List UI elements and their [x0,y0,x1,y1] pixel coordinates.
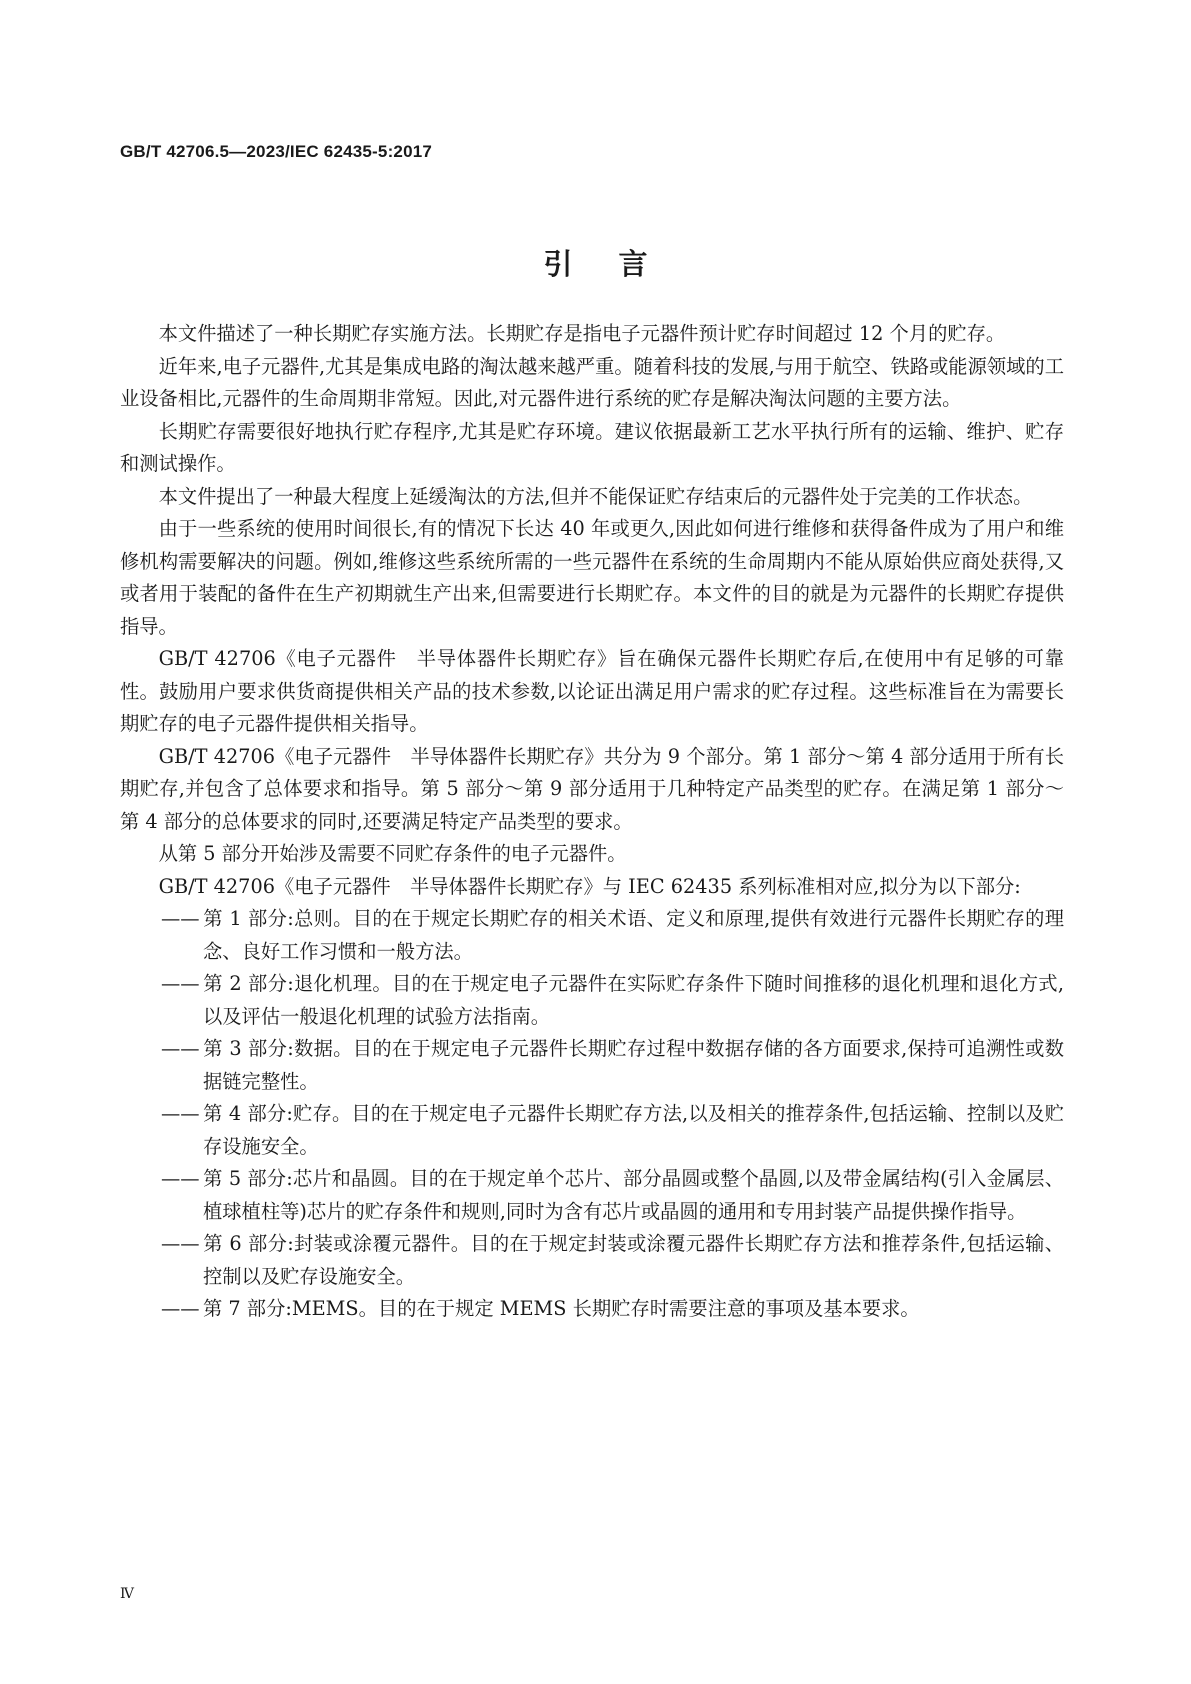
list-item [120,1293,1064,1326]
page-title: 引言 [543,247,694,281]
paragraph: 长期贮存需要很好地执行贮存程序,尤其是贮存环境。建议依据最新工艺水平执行所有的运输、维护、贮存和测试操作。 [120,419,1064,475]
paragraph: GB/T 42706《电子元器件 半导体器件长期贮存》与 IEC 62435 系列标准相对应,拟分为以下部分: [158,874,1021,898]
paragraph: GB/T 42706《电子元器件 半导体器件长期贮存》旨在确保元器件长期贮存后,在使用中有足够的可靠性。鼓励用户要求供货商提供相关产品的技术参数,以论证出满足用户需求的贮存过程。这些标准旨在为需要长期贮存的电子元器件提供相关指导。 [120,647,1064,735]
list-item [120,1098,1064,1163]
document-body [120,318,1064,1326]
paragraph: 近年来,电子元器件,尤其是集成电路的淘汰越来越严重。随着科技的发展,与用于航空、铁路或能源领域的工业设备相比,元器件的生命周期非常短。因此,对元器件进行系统的贮存是解决淘汰问题的主要方法。 [120,354,1064,410]
list-item-text: 第 1 部分:总则。目的在于规定长期贮存的相关术语、定义和原理,提供有效进行元器件长期贮存的理念、良好工作习惯和一般方法。 [203,907,1064,963]
standard-id-header: GB/T 42706.5—2023/IEC 62435-5:2017 [120,142,433,161]
list-dash: —— [161,907,200,930]
list-item-text: 第 7 部分:MEMS。目的在于规定 MEMS 长期贮存时需要注意的事项及基本要求。 [203,1297,920,1320]
paragraph: 由于一些系统的使用时间很长,有的情况下长达 40 年或更久,因此如何进行维修和获得备件成为了用户和维修机构需要解决的问题。例如,维修这些系统所需的一些元器件在系统的生命周期内不能从原始供应商处获得,又或者用于装配的备件在生产初期就生产出来,但需要进行长期贮存。本文件的目的就是为元器件的长期贮存提供指导。 [120,517,1064,638]
list-item [120,1033,1064,1098]
paragraph: 从第 5 部分开始涉及需要不同贮存条件的电子元器件。 [158,842,627,865]
list-dash: —— [161,1037,200,1060]
list-item [120,1163,1064,1228]
page-number: Ⅳ [120,1586,134,1602]
paragraph: 本文件描述了一种长期贮存实施方法。长期贮存是指电子元器件预计贮存时间超过 12 个月的贮存。 [158,322,1006,345]
list-dash: —— [161,1102,200,1125]
list-item-text: 第 3 部分:数据。目的在于规定电子元器件长期贮存过程中数据存储的各方面要求,保持可追溯性或数据链完整性。 [203,1037,1064,1093]
list-dash: —— [161,972,200,995]
list-item [120,1228,1064,1293]
list-item [120,903,1064,968]
list-dash: —— [161,1232,200,1255]
list-item-text: 第 5 部分:芯片和晶圆。目的在于规定单个芯片、部分晶圆或整个晶圆,以及带金属结构(引入金属层、植球植柱等)芯片的贮存条件和规则,同时为含有芯片或晶圆的通用和专用封装产品提供操作指导。 [203,1167,1064,1223]
list-item-text: 第 6 部分:封装或涂覆元器件。目的在于规定封装或涂覆元器件长期贮存方法和推荐条件,包括运输、控制以及贮存设施安全。 [203,1232,1064,1288]
list-item-text: 第 2 部分:退化机理。目的在于规定电子元器件在实际贮存条件下随时间推移的退化机理和退化方式,以及评估一般退化机理的试验方法指南。 [203,972,1064,1028]
list-dash: —— [161,1297,200,1320]
list-item [120,968,1064,1033]
paragraph: GB/T 42706《电子元器件 半导体器件长期贮存》共分为 9 个部分。第 1 部分～第 4 部分适用于所有长期贮存,并包含了总体要求和指导。第 5 部分～第 9 部分适用于几种特定产品类型的贮存。在满足第 1 部分～第 4 部分的总体要求的同时,还要满足特定产品类型的要求。 [120,744,1064,833]
list-dash: —— [161,1167,200,1190]
list-item-text: 第 4 部分:贮存。目的在于规定电子元器件长期贮存方法,以及相关的推荐条件,包括运输、控制以及贮存设施安全。 [203,1102,1064,1158]
paragraph: 本文件提出了一种最大程度上延缓淘汰的方法,但并不能保证贮存结束后的元器件处于完美的工作状态。 [158,484,1033,508]
